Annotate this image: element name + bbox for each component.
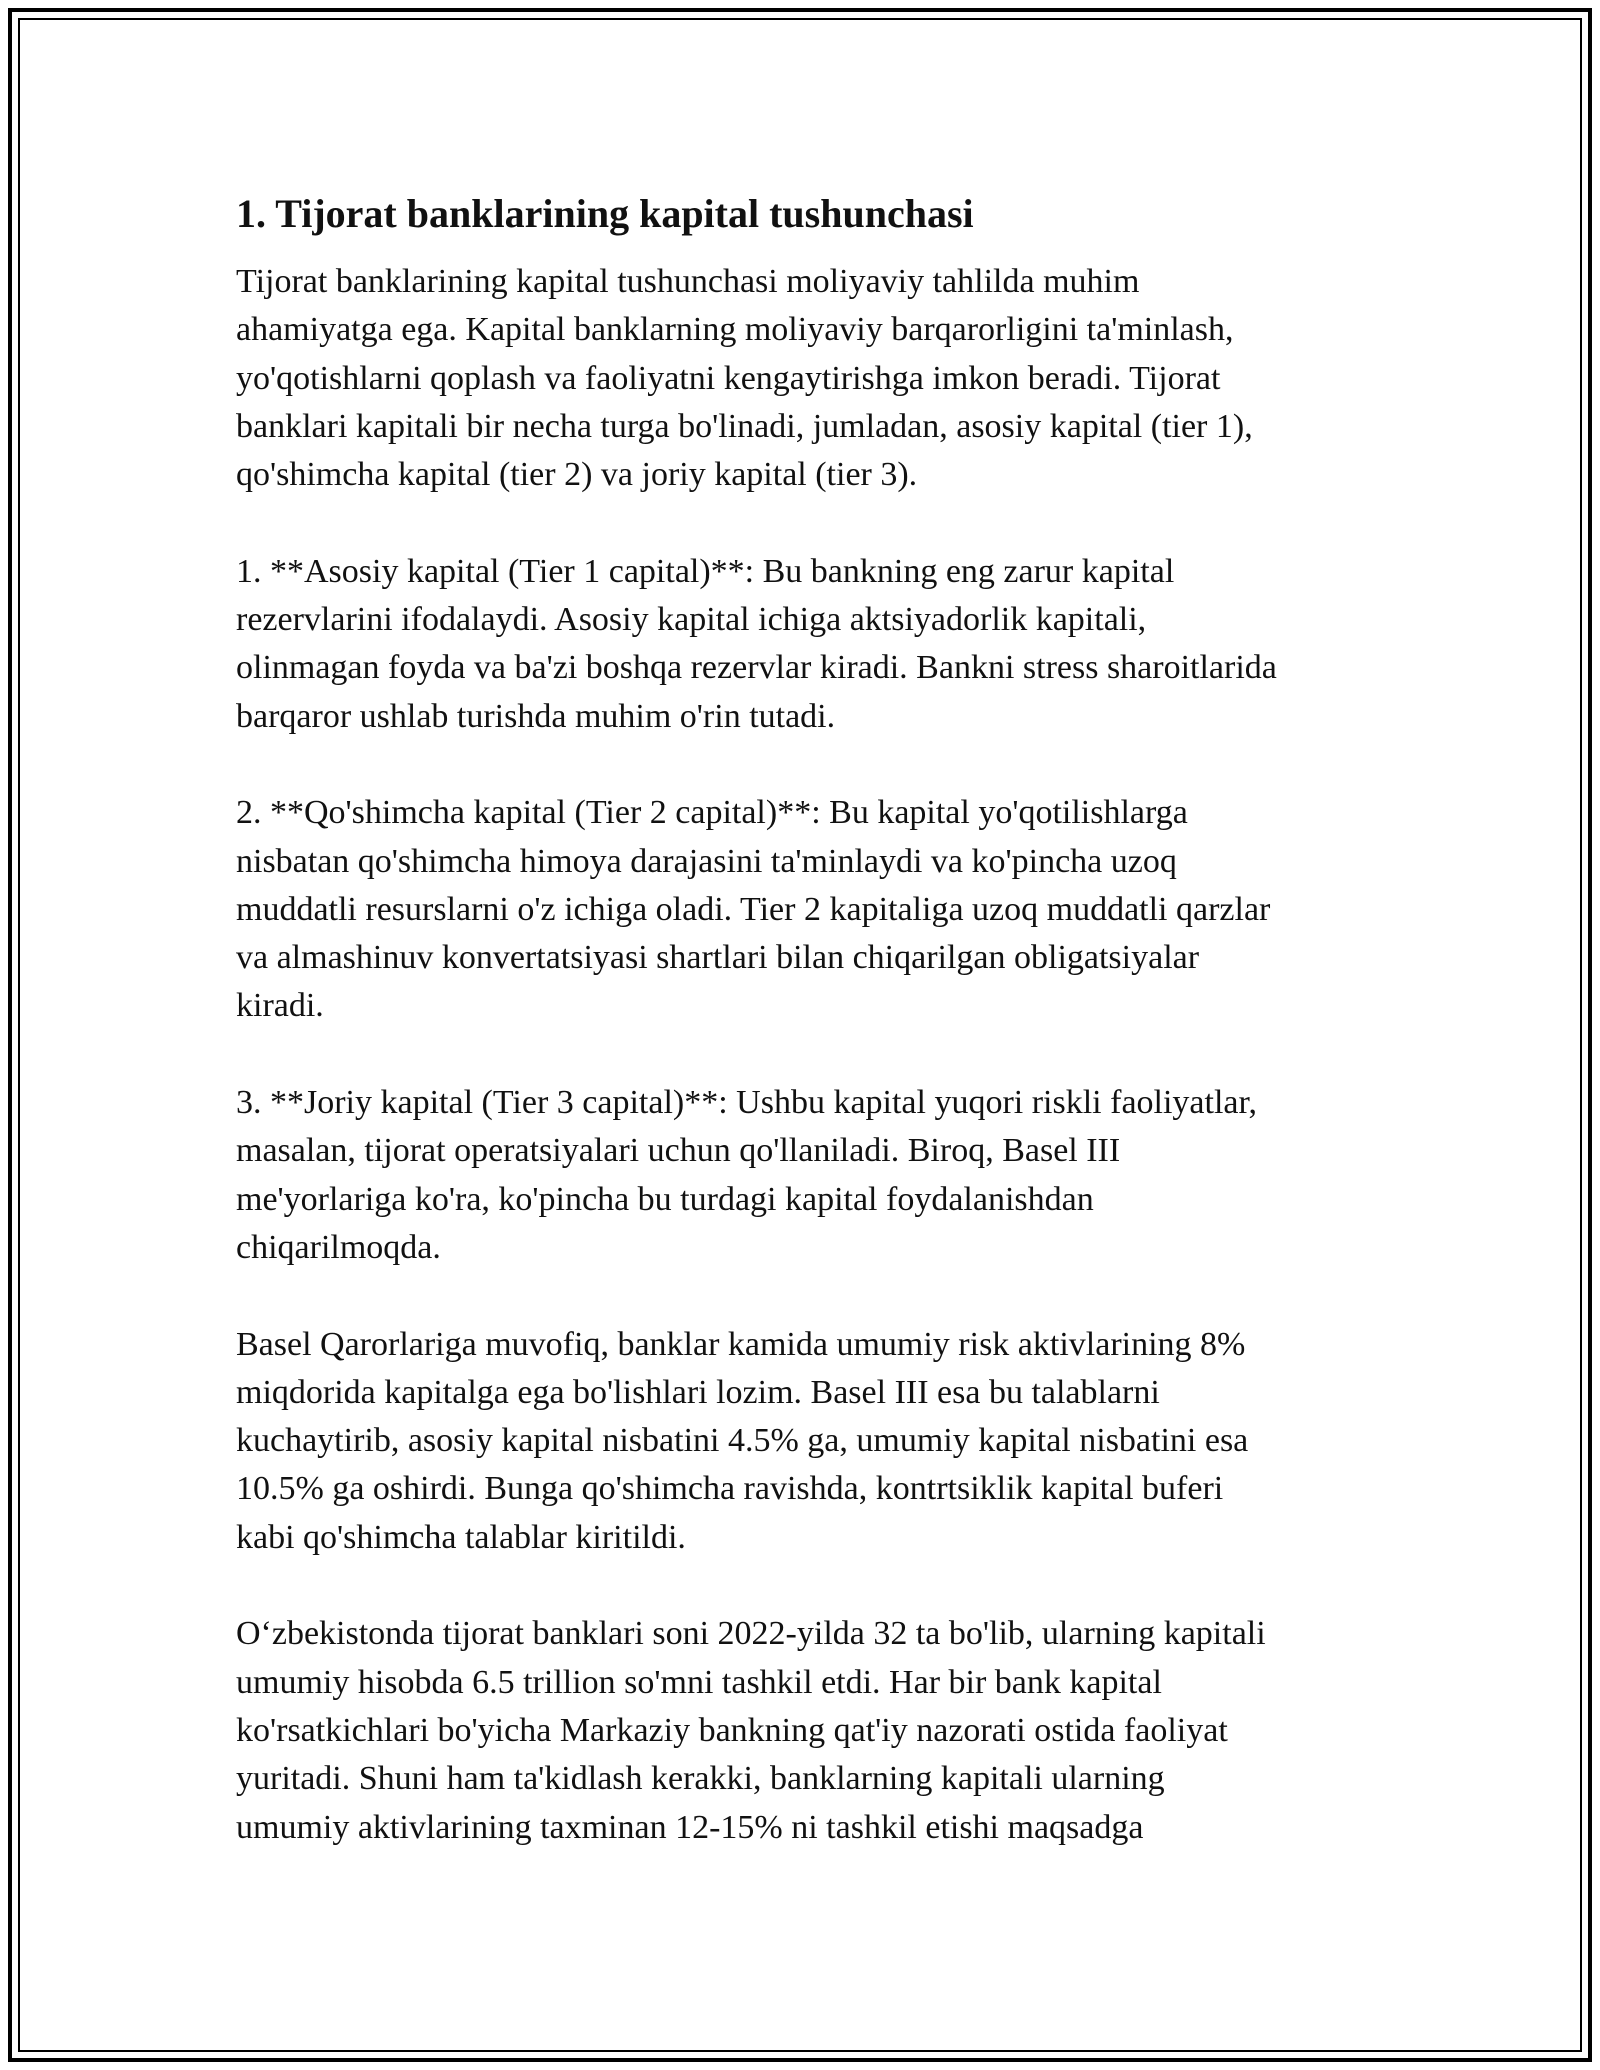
paragraph-uzbekistan: O‘zbekistonda tijorat banklari soni 2022-yilda 32 ta bo'lib, ularning kapitali umumiy hisobda 6.5 trillion so'mni tashkil etdi. Har bir bank kapital ko'rsatkichlari bo'yicha Markaziy bankning qat'iy nazorati ostida faoliyat yuritadi. Shuni ham ta'kidlash kerakki, banklarning kapitali ularning umumiy aktivlarining taxminan 12-15% ni tashkil etishi maqsadga (236, 1615, 1266, 1846)
paragraph-basel: Basel Qarorlariga muvofiq, banklar kamida umumiy risk aktivlarining 8% miqdorida kapitalga ega bo'lishlari lozim. Basel III esa bu talablarni kuchaytirib, asosiy kapital nisbatini 4.5% ga, umumiy kapital nisbatini esa 10.5% ga oshirdi. Bunga qo'shimcha ravishda, kontrtsiklik kapital buferi kabi qo'shimcha talablar kiritildi. (236, 1325, 1249, 1556)
paragraph-intro: Tijorat banklarining kapital tushunchasi moliyaviy tahlilda muhim ahamiyatga ega. Kapital banklarning moliyaviy barqarorligini ta'minlash, yo'qotishlarni qoplash va faoliyatni kengaytirishga imkon beradi. Tijorat banklari kapitali bir necha turga bo'linadi, jumladan, asosiy kapital (tier 1), qo'shimcha kapital (tier 2) va joriy kapital (tier 3). (236, 263, 1253, 494)
paragraph-tier-1: 1. **Asosiy kapital (Tier 1 capital)**: Bu bankning eng zarur kapital rezervlarini ifodalaydi. Asosiy kapital ichiga aktsiyadorlik kapitali, olinmagan foyda va ba'zi boshqa rezervlar kiradi. Bankni stress sharoitlarida barqaror ushlab turishda muhim o'rin tutadi. (236, 552, 1277, 735)
document-body (236, 186, 1366, 1852)
paragraph-tier-2: 2. **Qo'shimcha kapital (Tier 2 capital)**: Bu kapital yo'qotilishlarga nisbatan qo'shimcha himoya darajasini ta'minlaydi va ko'pincha uzoq muddatli resurslarni o'z ichiga oladi. Tier 2 kapitaliga uzoq muddatli qarzlar va almashinuv konvertatsiyasi shartlari bilan chiqarilgan obligatsiyalar kiradi. (236, 794, 1271, 1025)
page-title: 1. Tijorat banklarining kapital tushunchasi (236, 191, 974, 236)
paragraph-tier-3: 3. **Joriy kapital (Tier 3 capital)**: Ushbu kapital yuqori riskli faoliyatlar, masalan, tijorat operatsiyalari uchun qo'llaniladi. Biroq, Basel III me'yorlariga ko'ra, ko'pincha bu turdagi kapital foydalanishdan chiqarilmoqda. (236, 1084, 1257, 1266)
